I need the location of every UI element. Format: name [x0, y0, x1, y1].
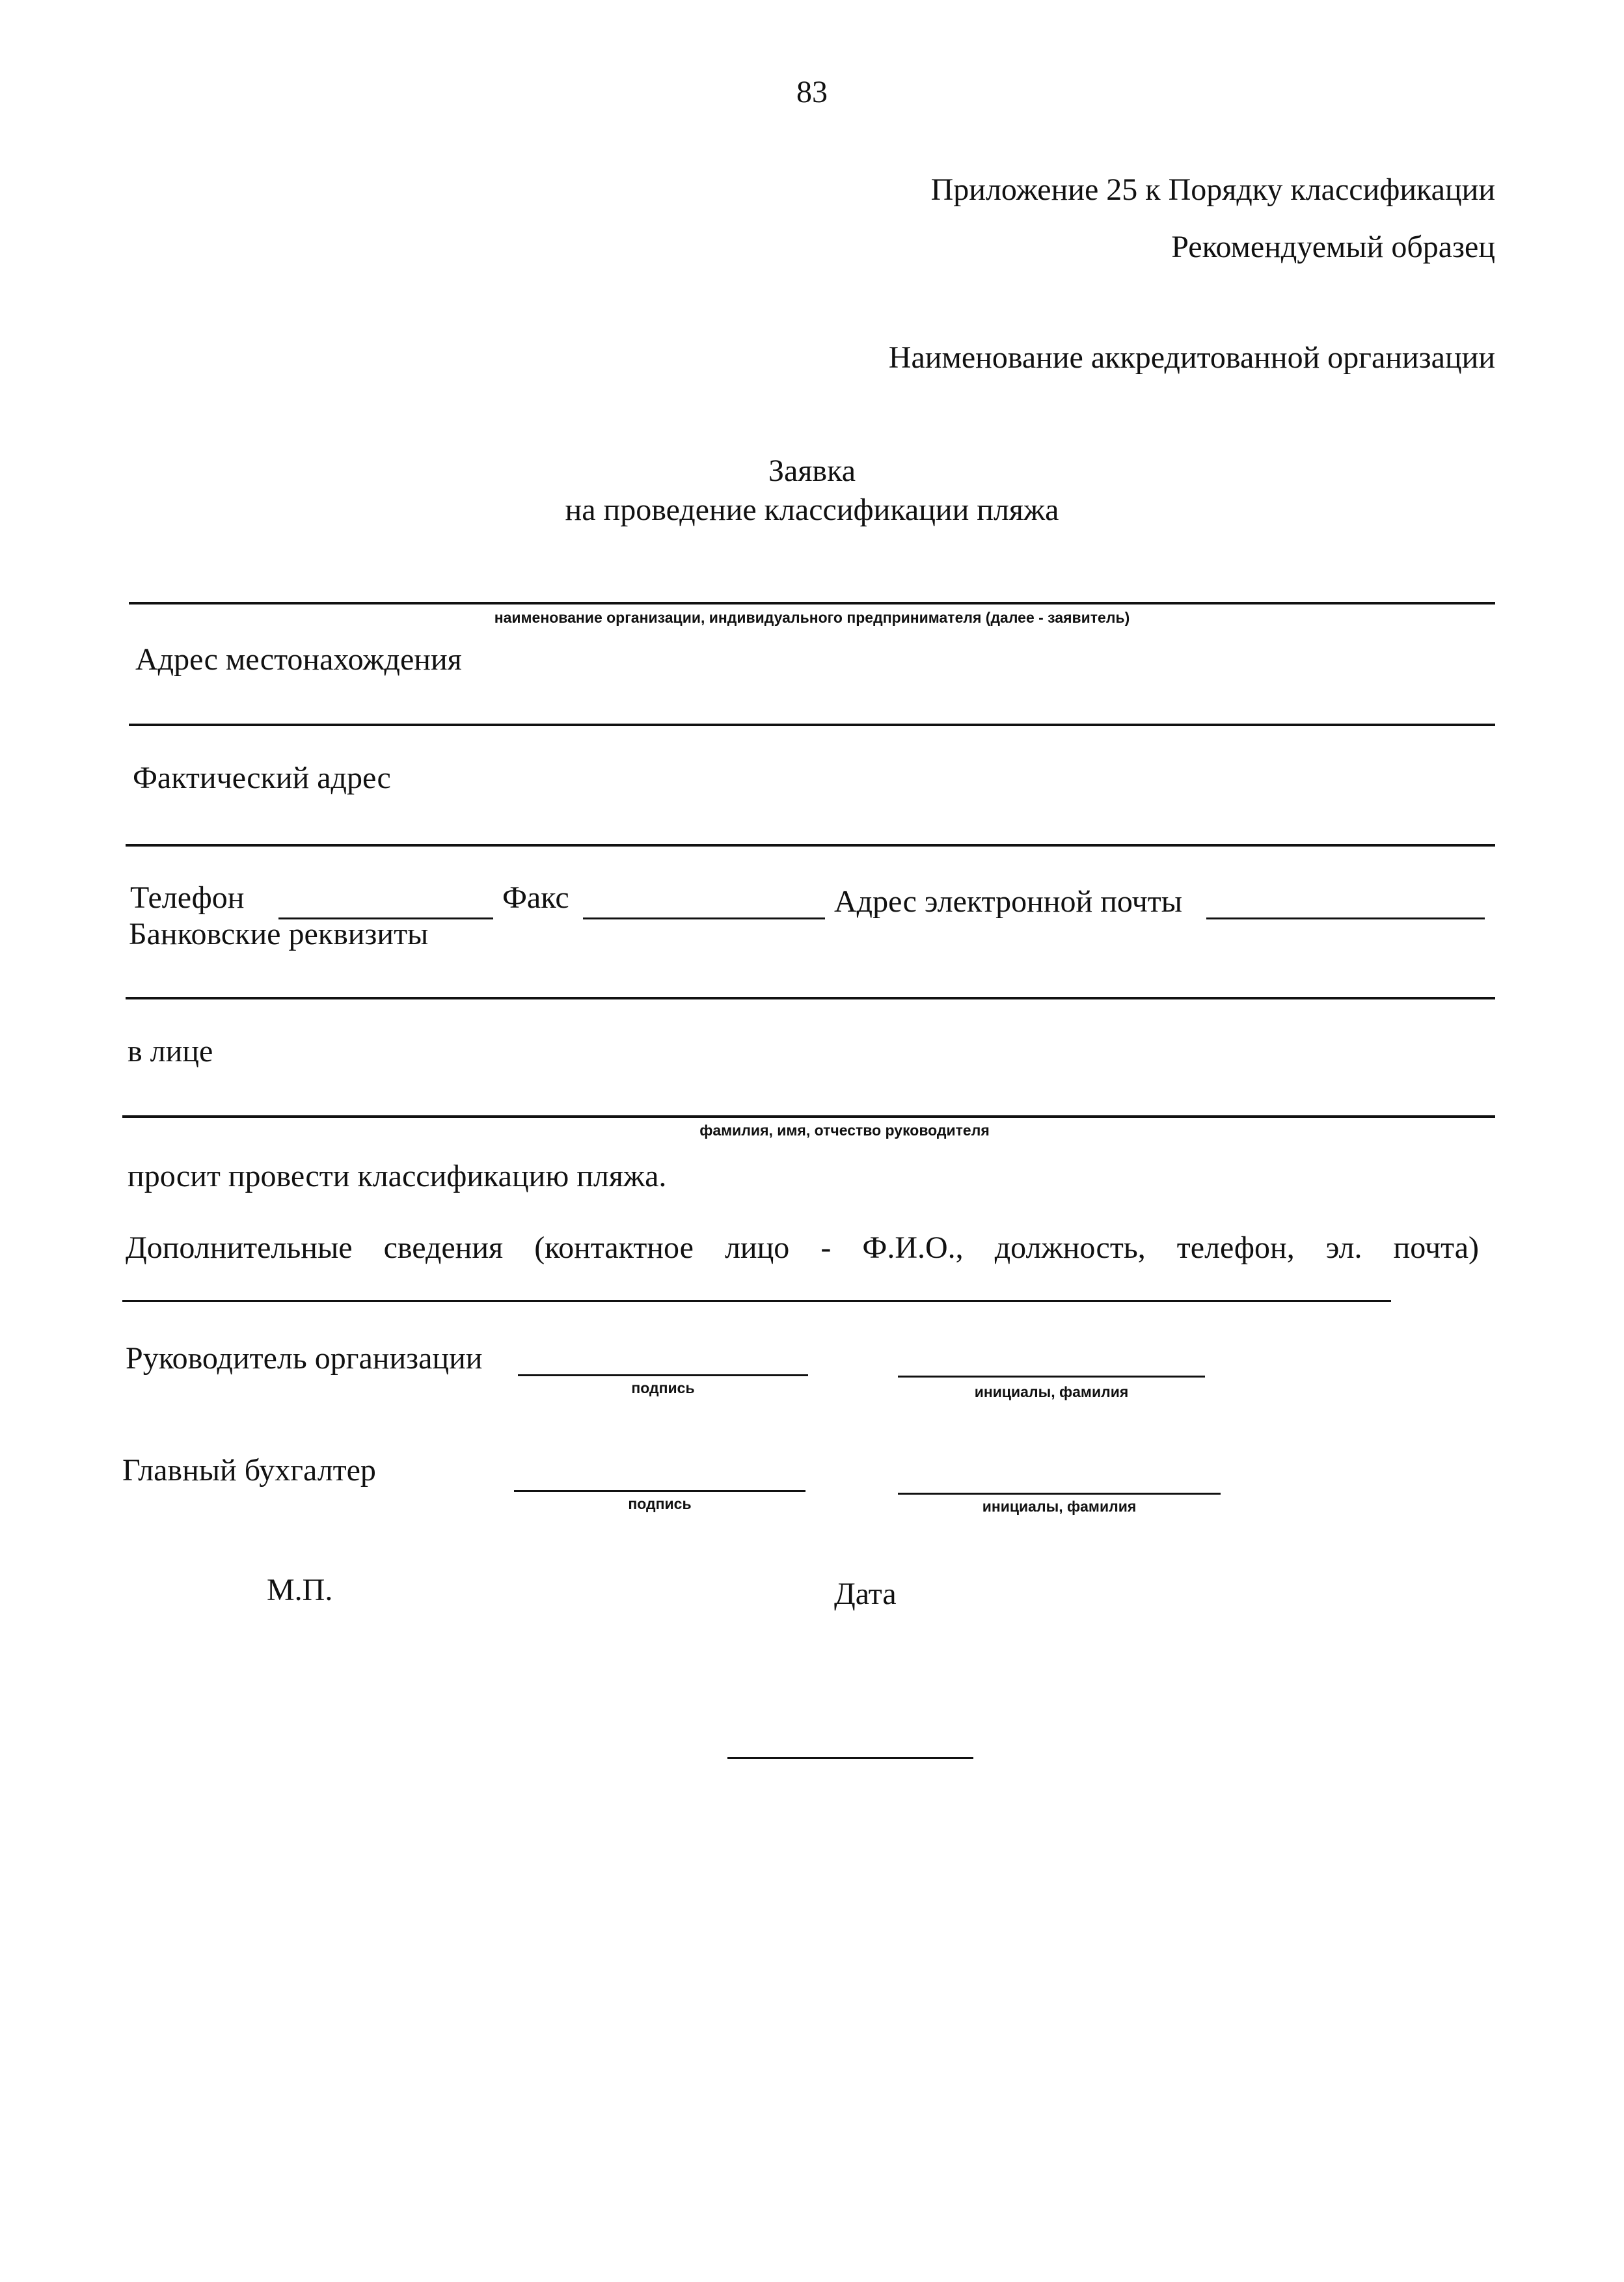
- fax-label: Факс: [502, 880, 569, 915]
- head-signature-line: [518, 1374, 808, 1376]
- accountant-initials-line: [898, 1493, 1221, 1495]
- additional-info-line: [122, 1300, 1391, 1302]
- head-initials-caption: инициалы, фамилия: [974, 1383, 1129, 1400]
- bank-details-label: Банковские реквизиты: [129, 917, 429, 951]
- additional-info-word: сведения: [383, 1230, 504, 1265]
- additional-info-word: лицо: [724, 1230, 790, 1265]
- appendix-reference: Приложение 25 к Порядку классификации: [930, 172, 1495, 207]
- stamp-label: М.П.: [267, 1573, 333, 1607]
- page-number: 83: [796, 75, 828, 109]
- accountant-signature-label: Главный бухгалтер: [122, 1453, 376, 1487]
- phone-label: Телефон: [130, 880, 245, 915]
- accountant-initials-caption: инициалы, фамилия: [982, 1498, 1137, 1515]
- email-field-line: [1206, 917, 1485, 919]
- actual-address-line: [126, 844, 1495, 847]
- additional-info-word: эл.: [1325, 1230, 1362, 1265]
- request-text: просит провести классификацию пляжа.: [128, 1159, 667, 1193]
- additional-info-word: (контактное: [534, 1230, 694, 1265]
- document-subtitle: на проведение классификации пляжа: [565, 493, 1059, 527]
- accredited-organization-name: Наименование аккредитованной организации: [888, 340, 1495, 375]
- email-label: Адрес электронной почты: [834, 884, 1183, 919]
- closing-separator: [727, 1757, 973, 1759]
- head-name-caption: фамилия, имя, отчество руководителя: [699, 1122, 990, 1139]
- legal-address-label: Адрес местонахождения: [135, 642, 462, 677]
- document-title: Заявка: [768, 454, 856, 488]
- additional-info-word: почта): [1393, 1230, 1479, 1265]
- legal-address-line: [129, 724, 1495, 726]
- head-initials-line: [898, 1376, 1205, 1378]
- date-label: Дата: [834, 1577, 897, 1611]
- applicant-name-caption: наименование организации, индивидуального предпринимателя (далее - заявитель): [494, 609, 1130, 626]
- additional-info-word: Ф.И.О.,: [862, 1230, 964, 1265]
- actual-address-label: Фактический адрес: [133, 761, 391, 795]
- fax-field-line: [583, 917, 825, 919]
- head-name-line: [122, 1115, 1495, 1118]
- additional-info-word: Дополнительные: [126, 1230, 353, 1265]
- head-signature-caption: подпись: [631, 1379, 695, 1396]
- accountant-signature-caption: подпись: [628, 1495, 692, 1512]
- applicant-name-line: [129, 602, 1495, 604]
- additional-info-text: [126, 1232, 1479, 1264]
- accountant-signature-line: [514, 1490, 805, 1492]
- additional-info-word: телефон,: [1176, 1230, 1295, 1265]
- head-signature-label: Руководитель организации: [126, 1341, 483, 1376]
- recommended-sample-label: Рекомендуемый образец: [1171, 230, 1495, 264]
- represented-by-label: в лице: [128, 1034, 213, 1068]
- additional-info-word: должность,: [994, 1230, 1146, 1265]
- additional-info-word: -: [820, 1230, 832, 1265]
- bank-details-line: [126, 997, 1495, 999]
